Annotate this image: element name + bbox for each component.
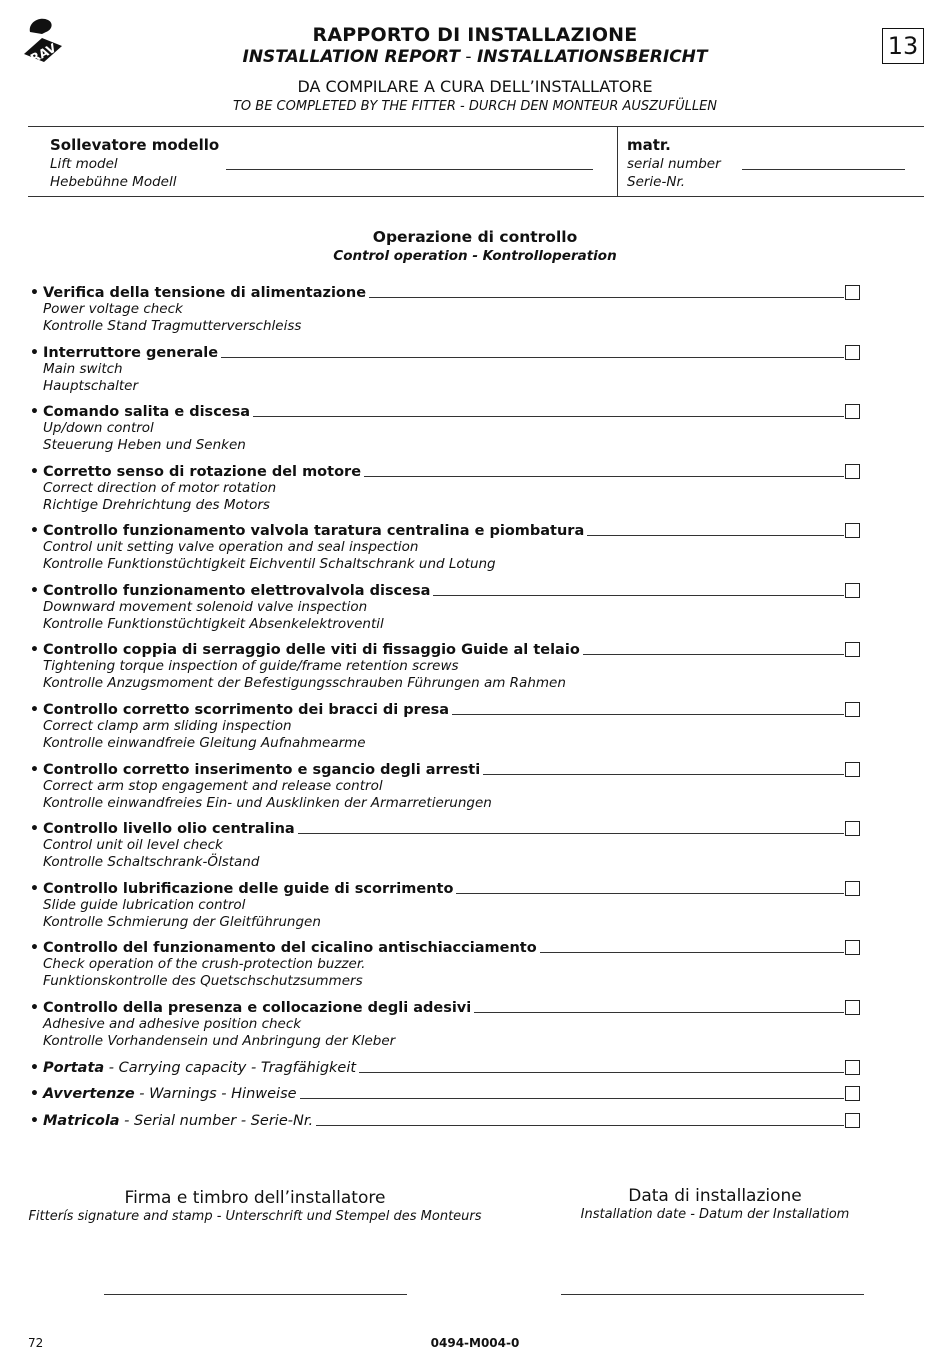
fill-line bbox=[587, 535, 844, 536]
check-label-de: Kontrolle Vorhandensein und Anbringung der Kleber bbox=[43, 1033, 396, 1049]
check-label-en: Power voltage check bbox=[43, 301, 183, 317]
date-field[interactable] bbox=[561, 1294, 864, 1295]
chapter-number-box: 13 bbox=[882, 28, 924, 64]
check-item-2 bbox=[30, 402, 860, 454]
extra-label-main: Avvertenze bbox=[43, 1086, 135, 1102]
fill-line bbox=[474, 1012, 844, 1013]
check-label: Controllo lubrificazione delle guide di scorrimento bbox=[43, 881, 454, 897]
check-label-de: Kontrolle Funktionstüchtigkeit Eichventil Schaltschrank und Lotung bbox=[43, 556, 496, 572]
fill-line bbox=[253, 416, 844, 417]
bullet: • bbox=[30, 345, 39, 361]
check-label-en: Adhesive and adhesive position check bbox=[43, 1016, 302, 1032]
check-box[interactable] bbox=[845, 821, 860, 836]
subtitle-en: INSTALLATION REPORT bbox=[242, 47, 460, 67]
bullet: • bbox=[30, 404, 39, 420]
bullet: • bbox=[30, 1113, 39, 1129]
check-box[interactable] bbox=[845, 702, 860, 717]
check-label: Controllo corretto scorrimento dei bracci di presa bbox=[43, 702, 450, 718]
check-box[interactable] bbox=[845, 345, 860, 360]
signature-subtitle: Fitterís signature and stamp - Unterschrift und Stempel des Monteurs bbox=[28, 1209, 482, 1224]
check-label-de: Funktionskontrolle des Quetschschutzsummers bbox=[43, 973, 363, 989]
document-code: 0494-M004-0 bbox=[430, 1336, 520, 1350]
check-item-0 bbox=[30, 283, 860, 335]
date-title: Data di installazione bbox=[628, 1186, 802, 1206]
check-label-en: Up/down control bbox=[43, 420, 154, 436]
extra-label-rest: - Warnings - Hinweise bbox=[134, 1086, 297, 1102]
divider-bottom bbox=[28, 196, 924, 197]
subtitle-de: INSTALLATIONSBERICHT bbox=[476, 47, 708, 67]
bullet: • bbox=[30, 1086, 39, 1102]
check-label-de: Kontrolle Anzugsmoment der Befestigungsschrauben Führungen am Rahmen bbox=[43, 675, 566, 691]
check-label-en: Control unit setting valve operation and seal inspection bbox=[43, 539, 419, 555]
check-item-10 bbox=[30, 879, 860, 931]
check-item-1 bbox=[30, 343, 860, 395]
check-box[interactable] bbox=[845, 1113, 860, 1128]
bullet: • bbox=[30, 583, 39, 599]
bullet: • bbox=[30, 523, 39, 539]
check-box[interactable] bbox=[845, 940, 860, 955]
check-label-de: Kontrolle Stand Tragmutterverschleiss bbox=[43, 318, 302, 334]
extra-item-serial bbox=[30, 1111, 860, 1129]
check-label: Controllo coppia di serraggio delle viti di fissaggio Guide al telaio bbox=[43, 642, 580, 658]
fill-line bbox=[221, 357, 844, 358]
bullet: • bbox=[30, 940, 39, 956]
bullet: • bbox=[30, 702, 39, 718]
serial-label: matr. bbox=[627, 136, 671, 154]
divider-top bbox=[28, 126, 924, 127]
check-label-en: Tightening torque inspection of guide/frame retention screws bbox=[43, 658, 459, 674]
check-label: Controllo funzionamento elettrovalvola discesa bbox=[43, 583, 431, 599]
extra-label bbox=[43, 1060, 356, 1076]
signature-field[interactable] bbox=[104, 1294, 407, 1295]
check-label-de: Kontrolle Schmierung der Gleitführungen bbox=[43, 914, 321, 930]
check-item-9 bbox=[30, 819, 860, 871]
lift-model-field[interactable] bbox=[226, 169, 593, 170]
fill-line bbox=[433, 595, 844, 596]
extra-label bbox=[43, 1086, 297, 1102]
fill-line bbox=[364, 476, 844, 477]
check-box[interactable] bbox=[845, 464, 860, 479]
check-label: Controllo del funzionamento del cicalino antischiacciamento bbox=[43, 940, 537, 956]
svg-text:RAV: RAV bbox=[28, 40, 59, 66]
check-box[interactable] bbox=[845, 881, 860, 896]
check-label-en: Correct clamp arm sliding inspection bbox=[43, 718, 292, 734]
fill-line bbox=[483, 774, 844, 775]
check-item-6 bbox=[30, 640, 860, 692]
check-item-12 bbox=[30, 998, 860, 1050]
page-title: RAPPORTO DI INSTALLAZIONE bbox=[312, 24, 638, 46]
fill-line bbox=[456, 893, 844, 894]
bullet: • bbox=[30, 1060, 39, 1076]
extra-label-main: Matricola bbox=[43, 1113, 120, 1129]
lift-model-label: Sollevatore modello bbox=[50, 136, 220, 154]
check-label: Verifica della tensione di alimentazione bbox=[43, 285, 367, 301]
check-box[interactable] bbox=[845, 1086, 860, 1101]
extra-item-capacity bbox=[30, 1058, 860, 1076]
check-label-de: Kontrolle Funktionstüchtigkeit Absenkelektroventil bbox=[43, 616, 384, 632]
fill-line bbox=[452, 714, 844, 715]
check-item-4 bbox=[30, 521, 860, 573]
fill-line bbox=[298, 833, 844, 834]
bullet: • bbox=[30, 881, 39, 897]
check-label-en: Correct arm stop engagement and release control bbox=[43, 778, 383, 794]
extra-label-rest: - Carrying capacity - Tragfähigkeit bbox=[104, 1060, 357, 1076]
check-label-en: Downward movement solenoid valve inspection bbox=[43, 599, 368, 615]
extra-label-rest: - Serial number - Serie-Nr. bbox=[119, 1113, 314, 1129]
extra-label bbox=[43, 1113, 313, 1129]
bullet: • bbox=[30, 762, 39, 778]
check-box[interactable] bbox=[845, 1060, 860, 1075]
check-label-en: Main switch bbox=[43, 361, 123, 377]
check-label-de: Kontrolle einwandfreie Gleitung Aufnahmearme bbox=[43, 735, 366, 751]
bullet: • bbox=[30, 464, 39, 480]
page-subtitle bbox=[0, 47, 950, 67]
check-box[interactable] bbox=[845, 642, 860, 657]
check-label: Comando salita e discesa bbox=[43, 404, 251, 420]
check-label: Controllo funzionamento valvola taratura centralina e piombatura bbox=[43, 523, 585, 539]
check-label-en: Check operation of the crush-protection buzzer. bbox=[43, 956, 366, 972]
date-subtitle: Installation date - Datum der Installatiom bbox=[580, 1207, 850, 1222]
check-label-de: Kontrolle einwandfreies Ein- und Ausklinken der Armarretierungen bbox=[43, 795, 492, 811]
check-label: Corretto senso di rotazione del motore bbox=[43, 464, 362, 480]
fill-line bbox=[540, 952, 844, 953]
check-label-de: Steuerung Heben und Senken bbox=[43, 437, 246, 453]
check-box[interactable] bbox=[845, 583, 860, 598]
fill-line bbox=[359, 1072, 844, 1073]
check-label-de: Richtige Drehrichtung des Motors bbox=[43, 497, 270, 513]
check-box[interactable] bbox=[845, 762, 860, 777]
subtitle-separator: - bbox=[459, 47, 477, 67]
extra-item-warnings bbox=[30, 1084, 860, 1102]
check-label: Interruttore generale bbox=[43, 345, 219, 361]
check-label: Controllo corretto inserimento e sgancio degli arresti bbox=[43, 762, 481, 778]
check-box[interactable] bbox=[845, 404, 860, 419]
serial-en: serial number bbox=[627, 156, 721, 172]
serial-de: Serie-Nr. bbox=[627, 174, 686, 190]
bullet: • bbox=[30, 1000, 39, 1016]
check-item-5 bbox=[30, 581, 860, 633]
check-item-7 bbox=[30, 700, 860, 752]
extra-label-main: Portata bbox=[43, 1060, 105, 1076]
check-box[interactable] bbox=[845, 1000, 860, 1015]
section-subtitle: Control operation - Kontrolloperation bbox=[333, 248, 617, 264]
serial-field[interactable] bbox=[742, 169, 905, 170]
check-label-de: Kontrolle Schaltschrank-Ölstand bbox=[43, 854, 260, 870]
instruction-text: DA COMPILARE A CURA DELL’INSTALLATORE bbox=[297, 77, 653, 96]
check-item-3 bbox=[30, 462, 860, 514]
check-item-8 bbox=[30, 760, 860, 812]
fill-line bbox=[300, 1098, 844, 1099]
fill-line bbox=[316, 1125, 844, 1126]
bullet: • bbox=[30, 642, 39, 658]
bullet: • bbox=[30, 821, 39, 837]
check-box[interactable] bbox=[845, 523, 860, 538]
signature-title: Firma e timbro dell’installatore bbox=[124, 1188, 386, 1208]
fill-line bbox=[583, 654, 844, 655]
section-title: Operazione di controllo bbox=[372, 228, 578, 246]
fill-line bbox=[369, 297, 844, 298]
instruction-subtext: TO BE COMPLETED BY THE FITTER - DURCH DEN MONTEUR AUSZUFÜLLEN bbox=[232, 99, 718, 114]
check-label-en: Slide guide lubrication control bbox=[43, 897, 246, 913]
check-label-de: Hauptschalter bbox=[43, 378, 139, 394]
lift-model-de: Hebebühne Modell bbox=[50, 174, 177, 190]
divider-vertical bbox=[617, 126, 618, 196]
bullet: • bbox=[30, 285, 39, 301]
check-box[interactable] bbox=[845, 285, 860, 300]
check-item-11 bbox=[30, 938, 860, 990]
check-label: Controllo livello olio centralina bbox=[43, 821, 295, 837]
page-number: 72 bbox=[28, 1336, 44, 1350]
lift-model-en: Lift model bbox=[50, 156, 118, 172]
check-label-en: Correct direction of motor rotation bbox=[43, 480, 277, 496]
check-label: Controllo della presenza e collocazione degli adesivi bbox=[43, 1000, 472, 1016]
check-label-en: Control unit oil level check bbox=[43, 837, 223, 853]
